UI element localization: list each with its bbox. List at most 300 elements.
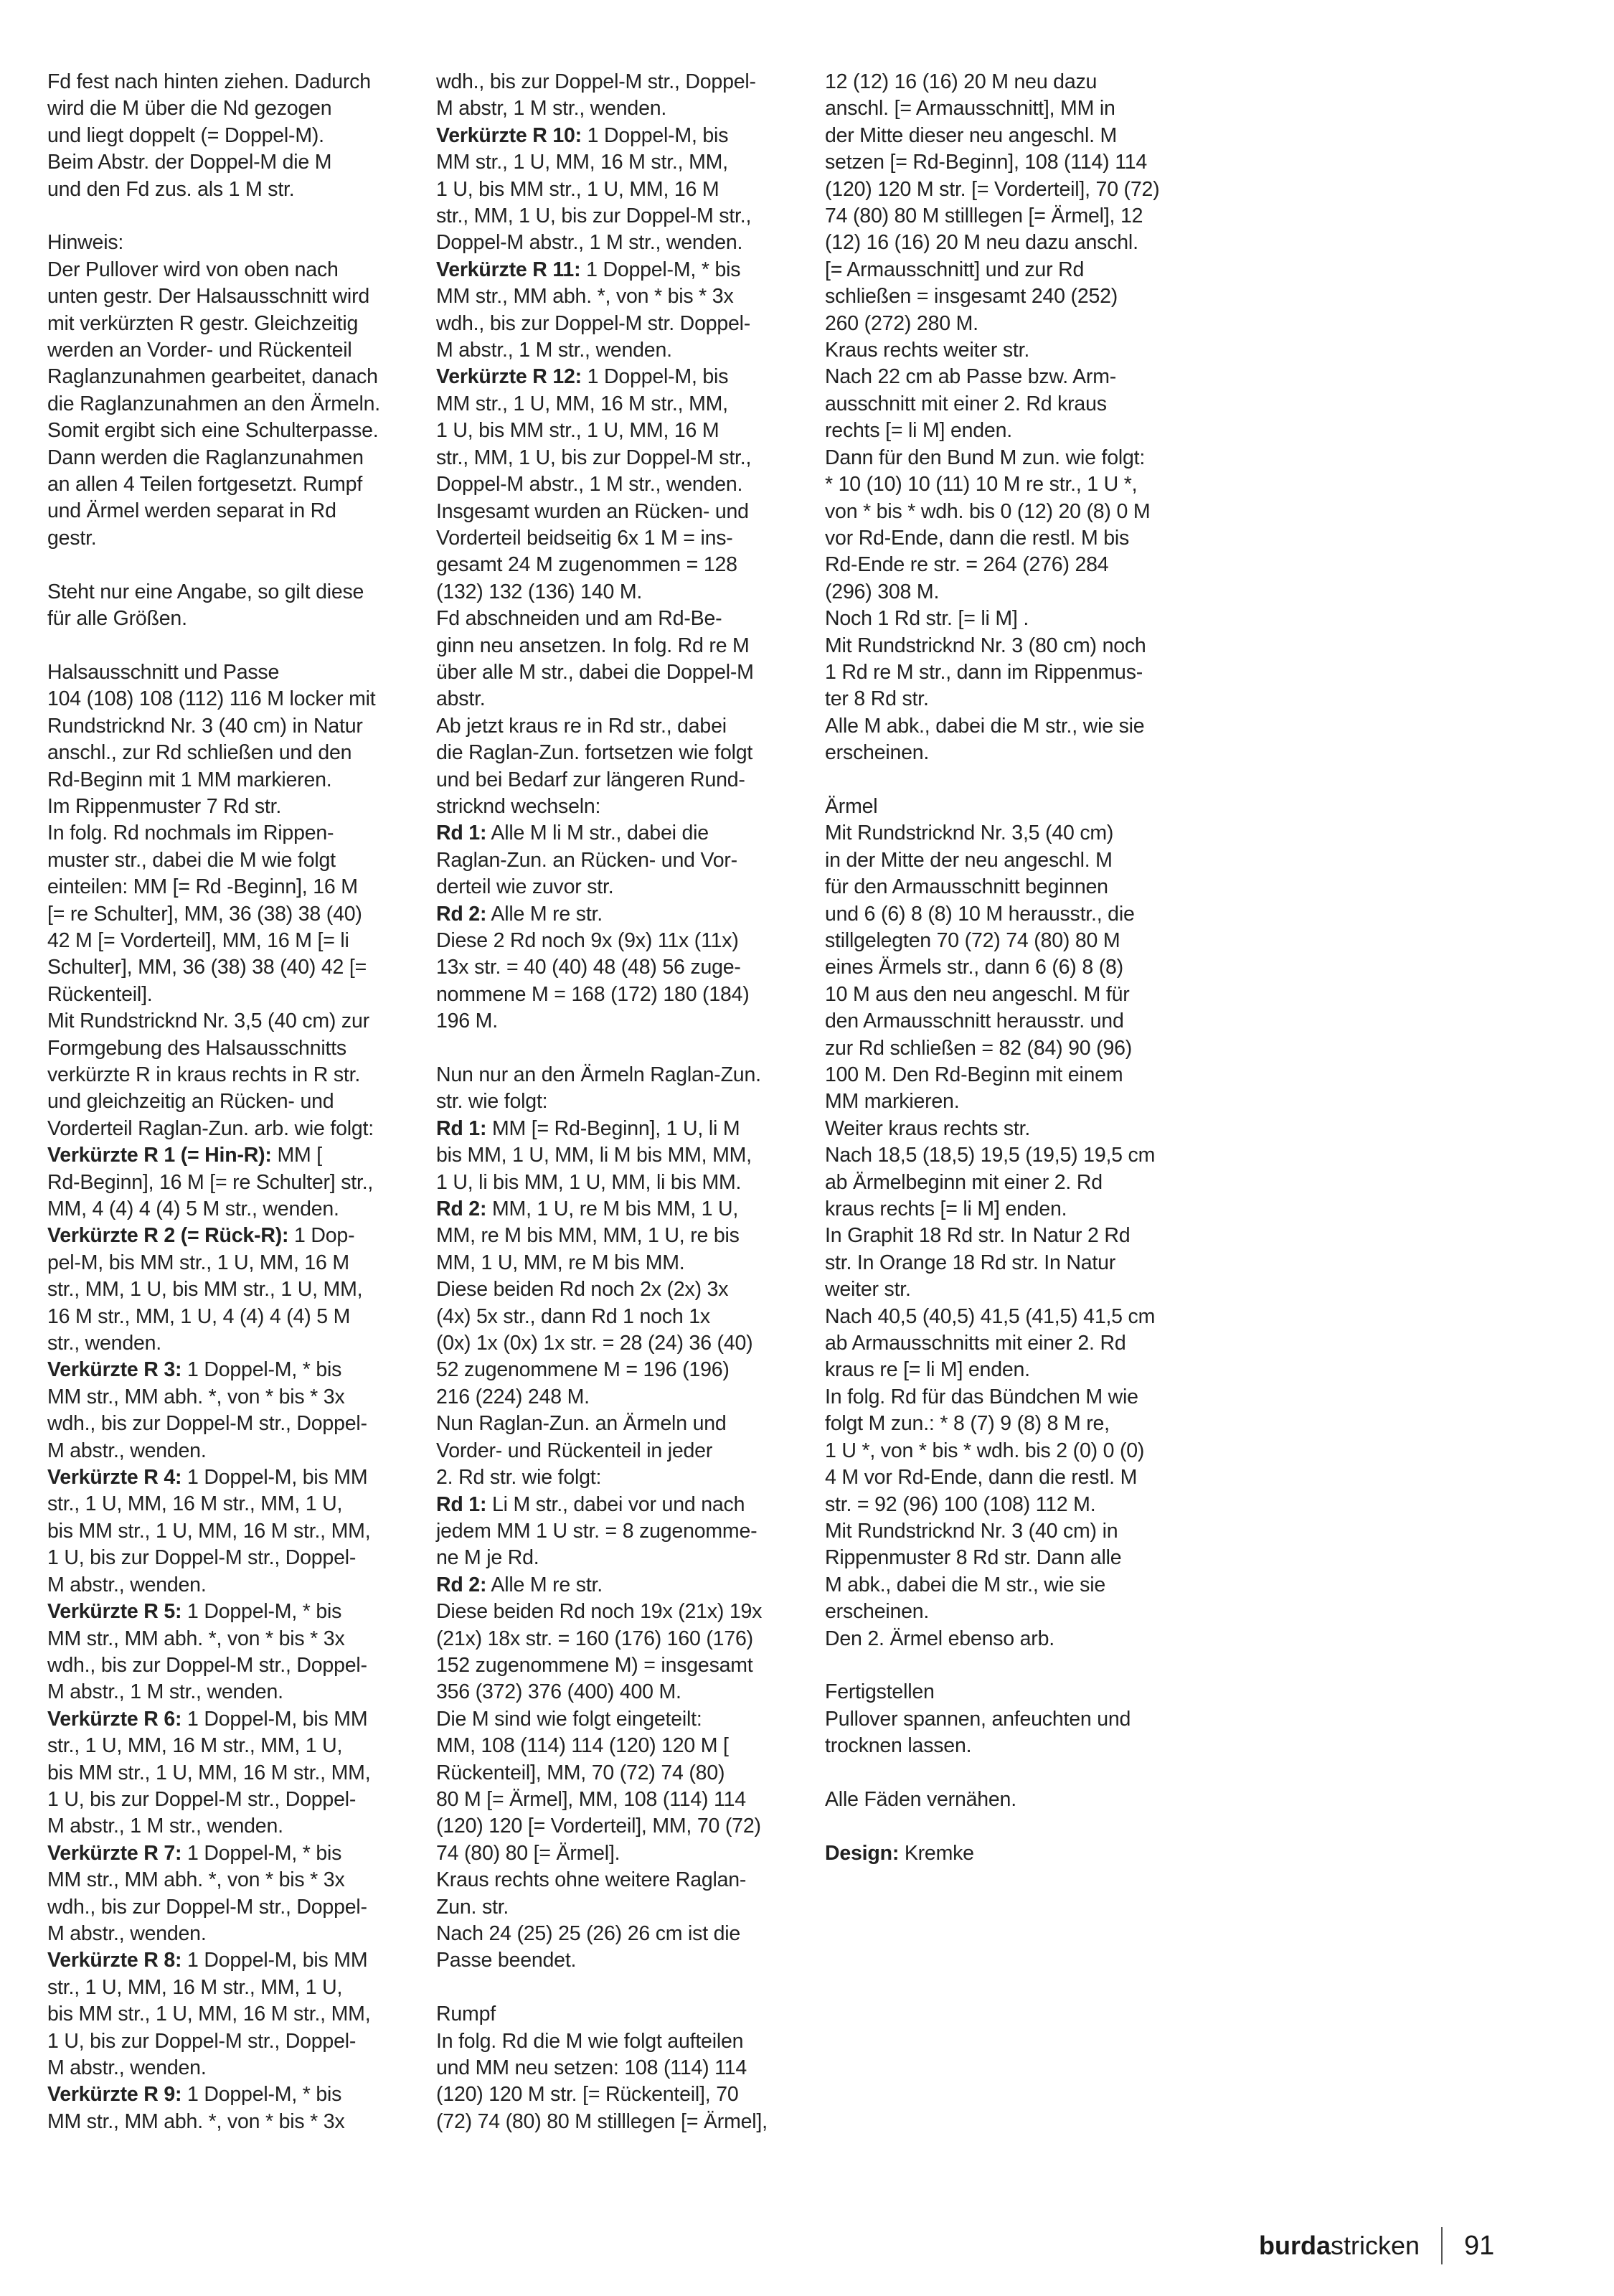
text-line — [436, 471, 795, 498]
text-line — [47, 1384, 406, 1411]
text-run: die Raglanzunahmen an den Ärmeln. — [47, 392, 380, 415]
text-line — [47, 2055, 406, 2081]
text-line — [436, 1599, 795, 1625]
text-line — [47, 525, 406, 552]
text-run: Rückenteil]. — [47, 982, 153, 1006]
text-line — [825, 95, 1184, 122]
text-run: M abstr., 1 M str., wenden. — [47, 1815, 283, 1838]
text-line — [825, 740, 1184, 766]
text-run: 1 U, li bis MM, 1 U, MM, li bis MM. — [436, 1170, 742, 1194]
text-run: Rückenteil], MM, 70 (72) 74 (80) — [436, 1761, 725, 1784]
text-line — [47, 1679, 406, 1705]
text-line — [436, 149, 795, 176]
text-run: Fd abschneiden und am Rd-Be- — [436, 607, 722, 631]
text-line — [436, 177, 795, 203]
text-run: In Graphit 18 Rd str. In Natur 2 Rd — [825, 1224, 1131, 1248]
text-line — [825, 1545, 1184, 1571]
text-line — [436, 2055, 795, 2081]
text-line — [47, 257, 406, 283]
text-run: 10 M aus den neu angeschl. M für — [825, 982, 1130, 1006]
text-run: Weiter kraus rechts str. — [825, 1116, 1031, 1140]
text-run: 152 zugenommene M) = insgesamt — [436, 1653, 753, 1677]
text-line — [47, 982, 406, 1008]
text-line — [436, 820, 795, 847]
text-run: 1 Doppel-M, * bis — [181, 1841, 342, 1865]
text-run: M abstr., 1 M str., wenden. — [436, 339, 672, 362]
text-line — [825, 1330, 1184, 1357]
text-run: ne M je Rd. — [436, 1546, 539, 1570]
text-run: str. In Orange 18 Rd str. In Natur — [825, 1251, 1116, 1274]
text-run: M abstr., 1 M str., wenden. — [47, 1680, 283, 1704]
text-line — [47, 471, 406, 498]
text-line — [436, 1867, 795, 1893]
text-line — [47, 2081, 406, 2108]
text-run: schließen = insgesamt 240 (252) — [825, 285, 1118, 309]
text-run: [= re Schulter], MM, 36 (38) 38 (40) — [47, 902, 362, 926]
text-line — [436, 1733, 795, 1759]
text-line — [825, 954, 1184, 981]
text-line — [825, 874, 1184, 900]
text-run: Steht nur eine Angabe, so gilt diese — [47, 580, 364, 603]
text-line — [47, 283, 406, 310]
inline-label: Rd 2: — [436, 1573, 487, 1596]
text-run: folgt M zun.: * 8 (7) 9 (8) 8 M re, — [825, 1412, 1110, 1436]
text-line — [436, 1787, 795, 1813]
text-run: Diese beiden Rd noch 2x (2x) 3x — [436, 1278, 729, 1302]
text-line — [47, 1088, 406, 1115]
text-column-3 — [825, 69, 1184, 1867]
text-run: einteilen: MM [= Rd -Beginn], 16 M — [47, 875, 358, 899]
text-run: und den Fd zus. als 1 M str. — [47, 177, 295, 201]
text-line — [825, 1088, 1184, 1115]
text-run: Den 2. Ärmel ebenso arb. — [825, 1627, 1054, 1650]
text-line — [47, 794, 406, 820]
text-run: MM, 4 (4) 4 (4) 5 M str., wenden. — [47, 1198, 339, 1221]
text-run: M abk., dabei die M str., wie sie — [825, 1573, 1105, 1596]
text-line — [825, 767, 1184, 794]
text-run: str., MM, 1 U, bis zur Doppel-M str., — [436, 204, 752, 228]
text-run: M abstr., wenden. — [47, 1439, 207, 1462]
text-run: (120) 120 M str. [= Rückenteil], 70 — [436, 2083, 739, 2107]
text-line — [47, 1062, 406, 1088]
text-run: in der Mitte der neu angeschl. M — [825, 848, 1113, 872]
text-run: 1 U, bis zur Doppel-M str., Doppel- — [47, 2029, 357, 2053]
text-line — [47, 1250, 406, 1276]
text-run: weiter str. — [825, 1278, 911, 1302]
text-run: In folg. Rd für das Bündchen M wie — [825, 1385, 1138, 1408]
text-run: anschl., zur Rd schließen und den — [47, 741, 352, 765]
text-line — [47, 123, 406, 149]
text-run: MM str., MM abh. *, von * bis * 3x — [47, 1385, 345, 1408]
text-line — [47, 1840, 406, 1867]
text-run: setzen [= Rd-Beginn], 108 (114) 114 — [825, 151, 1148, 174]
text-line — [436, 337, 795, 364]
magazine-brand — [1259, 2231, 1420, 2261]
text-run: Rd-Beginn mit 1 MM markieren. — [47, 768, 332, 791]
text-run: kraus rechts [= li M] enden. — [825, 1198, 1067, 1221]
text-run: eines Ärmels str., dann 6 (6) 8 (8) — [825, 956, 1123, 979]
brand-bold: burda — [1259, 2231, 1331, 2260]
text-run: Kraus rechts weiter str. — [825, 339, 1030, 362]
text-line — [825, 471, 1184, 498]
text-run: 1 Doppel-M, * bis — [181, 1600, 342, 1624]
text-run: Fertigstellen — [825, 1680, 935, 1704]
text-line — [825, 525, 1184, 552]
text-run: 13x str. = 40 (40) 48 (48) 56 zuge- — [436, 956, 741, 979]
text-run: Beim Abstr. der Doppel-M die M — [47, 151, 332, 174]
text-column-1 — [47, 69, 406, 2135]
text-run: 1 U, bis zur Doppel-M str., Doppel- — [47, 1546, 357, 1570]
text-run: (296) 308 M. — [825, 580, 940, 603]
text-line — [825, 633, 1184, 659]
text-line — [47, 1330, 406, 1357]
text-line — [436, 69, 795, 95]
text-line — [436, 1170, 795, 1196]
text-run: zur Rd schließen = 82 (84) 90 (96) — [825, 1036, 1133, 1060]
text-line — [825, 499, 1184, 525]
text-line — [825, 123, 1184, 149]
text-run: Nun Raglan-Zun. an Ärmeln und — [436, 1412, 727, 1436]
text-run: pel-M, bis MM str., 1 U, MM, 16 M — [47, 1251, 349, 1274]
text-run: str., MM, 1 U, bis zur Doppel-M str., — [436, 446, 752, 469]
text-run: 1 Doppel-M, * bis — [181, 1358, 342, 1382]
text-line — [436, 1518, 795, 1545]
text-run: stricknd wechseln: — [436, 794, 601, 818]
text-run: MM, 108 (114) 114 (120) 120 M [ — [436, 1734, 729, 1758]
inline-label: Design: — [825, 1841, 900, 1865]
text-run: Pullover spannen, anfeuchten und — [825, 1707, 1131, 1731]
text-line — [47, 874, 406, 900]
text-run: (4x) 5x str., dann Rd 1 noch 1x — [436, 1304, 710, 1328]
text-run: Diese beiden Rd noch 19x (21x) 19x — [436, 1600, 763, 1624]
text-run: Nach 40,5 (40,5) 41,5 (41,5) 41,5 cm — [825, 1304, 1156, 1328]
text-line — [47, 1572, 406, 1599]
text-line — [436, 1357, 795, 1383]
text-run: M abstr., wenden. — [47, 1573, 207, 1596]
text-run: Kremke — [899, 1841, 974, 1865]
text-line — [825, 1492, 1184, 1518]
text-run: Rumpf — [436, 2003, 496, 2026]
text-run: und 6 (6) 8 (8) 10 M herausstr., die — [825, 902, 1135, 926]
text-run: ter 8 Rd str. — [825, 687, 929, 711]
text-line — [825, 311, 1184, 337]
text-line — [436, 525, 795, 552]
text-run: erscheinen. — [825, 741, 930, 765]
text-run: (72) 74 (80) 80 M stilllegen [= Ärmel], — [436, 2109, 768, 2133]
text-run: Rd-Ende re str. = 264 (276) 284 — [825, 553, 1109, 577]
text-line — [825, 928, 1184, 954]
text-line — [436, 1411, 795, 1437]
text-line — [47, 552, 406, 578]
text-line — [825, 982, 1184, 1008]
text-line — [825, 69, 1184, 95]
text-run: 12 (12) 16 (16) 20 M neu dazu — [825, 70, 1098, 93]
text-line — [825, 579, 1184, 606]
text-line — [47, 1357, 406, 1383]
text-line — [436, 1813, 795, 1840]
text-run: MM, 1 U, re M bis MM, 1 U, — [486, 1198, 739, 1221]
text-run: Der Pullover wird von oben nach — [47, 258, 339, 281]
text-line — [436, 1223, 795, 1249]
text-line — [47, 767, 406, 794]
text-line — [436, 1276, 795, 1303]
text-run: 1 U, bis MM str., 1 U, MM, 16 M — [436, 419, 719, 443]
text-run: erscheinen. — [825, 1600, 930, 1624]
text-line — [47, 1116, 406, 1142]
text-line — [436, 1975, 795, 2001]
text-run: 100 M. Den Rd-Beginn mit einem — [825, 1063, 1123, 1087]
text-run: * 10 (10) 10 (11) 10 M re str., 1 U *, — [825, 473, 1138, 497]
text-line — [436, 633, 795, 659]
text-line — [47, 579, 406, 606]
inline-label: Rd 1: — [436, 1116, 487, 1140]
text-run: M abstr, 1 M str., wenden. — [436, 97, 667, 121]
text-line — [825, 1706, 1184, 1733]
text-run: Formgebung des Halsausschnitts — [47, 1036, 346, 1060]
text-line — [436, 283, 795, 310]
text-line — [825, 1250, 1184, 1276]
text-line — [825, 1760, 1184, 1787]
text-line — [436, 1706, 795, 1733]
text-line — [436, 1035, 795, 1062]
text-run: Zun. str. — [436, 1895, 509, 1919]
text-line — [47, 633, 406, 659]
text-line — [47, 445, 406, 471]
text-line — [47, 1626, 406, 1652]
text-line — [436, 1304, 795, 1330]
text-line — [47, 311, 406, 337]
inline-label: Verkürzte R 5: — [47, 1600, 182, 1624]
inline-label: Verkürzte R 2 (= Rück-R): — [47, 1224, 289, 1248]
text-line — [825, 1035, 1184, 1062]
text-run: 1 Dop- — [288, 1224, 355, 1248]
text-line — [825, 794, 1184, 820]
text-run: Halsausschnitt und Passe — [47, 660, 280, 684]
text-line — [47, 1813, 406, 1840]
text-run: und gleichzeitig an Rücken- und — [47, 1090, 334, 1114]
text-run: 1 Doppel-M, bis — [581, 123, 729, 147]
text-run: vor Rd-Ende, dann die restl. M bis — [825, 526, 1130, 550]
text-run: Mit Rundstricknd Nr. 3,5 (40 cm) zur — [47, 1010, 369, 1033]
text-line — [436, 1679, 795, 1705]
text-line — [825, 1304, 1184, 1330]
text-run: str., MM, 1 U, bis MM str., 1 U, MM, — [47, 1278, 363, 1302]
text-line — [825, 552, 1184, 578]
text-line — [47, 95, 406, 122]
text-line — [47, 954, 406, 981]
text-run: M abstr., wenden. — [47, 2056, 207, 2080]
text-line — [47, 1008, 406, 1035]
text-line — [47, 1947, 406, 1974]
text-run: 80 M [= Ärmel], MM, 108 (114) 114 — [436, 1787, 746, 1811]
text-run: Vorderteil beidseitig 6x 1 M = ins- — [436, 526, 733, 550]
text-run: (120) 120 [= Vorderteil], MM, 70 (72) — [436, 1815, 761, 1838]
text-run: ab Ärmelbeginn mit einer 2. Rd — [825, 1170, 1103, 1194]
text-run: str., 1 U, MM, 16 M str., MM, 1 U, — [47, 1492, 343, 1516]
text-line — [436, 874, 795, 900]
text-line — [47, 177, 406, 203]
text-run: In folg. Rd nochmals im Rippen- — [47, 822, 334, 845]
text-run: Doppel-M abstr., 1 M str., wenden. — [436, 473, 743, 497]
text-run: (132) 132 (136) 140 M. — [436, 580, 643, 603]
text-run: jedem MM 1 U str. = 8 zugenomme- — [436, 1519, 758, 1543]
text-line — [825, 1464, 1184, 1491]
footer-divider — [1441, 2227, 1443, 2264]
text-line — [47, 713, 406, 740]
text-line — [47, 1464, 406, 1491]
text-run: wdh., bis zur Doppel-M str. Doppel- — [436, 311, 751, 335]
text-line — [436, 203, 795, 230]
text-run: 42 M [= Vorderteil], MM, 16 M [= li — [47, 928, 349, 952]
text-line — [436, 954, 795, 981]
text-line — [825, 1733, 1184, 1759]
text-run: an allen 4 Teilen fortgesetzt. Rumpf — [47, 473, 363, 497]
text-line — [825, 177, 1184, 203]
inline-label: Rd 2: — [436, 1198, 487, 1221]
inline-label: Verkürzte R 9: — [47, 2083, 182, 2107]
text-line — [825, 1116, 1184, 1142]
text-line — [47, 418, 406, 444]
text-line — [825, 203, 1184, 230]
text-line — [825, 1223, 1184, 1249]
inline-label: Verkürzte R 8: — [47, 1949, 182, 1972]
text-line — [47, 364, 406, 390]
text-run: MM [ — [271, 1144, 322, 1167]
text-run: 1 Doppel-M, bis — [581, 365, 729, 389]
text-run: gestr. — [47, 526, 97, 550]
brand-regular: stricken — [1331, 2231, 1420, 2260]
text-line — [436, 982, 795, 1008]
text-run: Ab jetzt kraus re in Rd str., dabei — [436, 714, 727, 738]
text-run: Fd fest nach hinten ziehen. Dadurch — [47, 70, 371, 93]
text-line — [47, 901, 406, 928]
text-line — [825, 1196, 1184, 1223]
text-run: und liegt doppelt (= Doppel-M). — [47, 123, 324, 147]
text-line — [436, 847, 795, 874]
text-line — [47, 498, 406, 524]
text-line — [47, 659, 406, 686]
text-line — [47, 69, 406, 95]
text-run: Alle M re str. — [486, 1573, 603, 1596]
text-line — [825, 1411, 1184, 1437]
text-run: 1 Rd re M str., dann im Rippenmus- — [825, 660, 1143, 684]
text-run: 260 (272) 280 M. — [825, 311, 978, 335]
text-run: Alle Fäden vernähen. — [825, 1787, 1016, 1811]
text-line — [47, 1760, 406, 1787]
text-run: str., 1 U, MM, 16 M str., MM, 1 U, — [47, 1734, 343, 1758]
text-run: der Mitte dieser neu angeschl. M — [825, 123, 1118, 147]
text-line — [436, 740, 795, 766]
text-line — [47, 1706, 406, 1733]
text-line — [825, 1142, 1184, 1169]
text-run: 1 U, bis zur Doppel-M str., Doppel- — [47, 1787, 357, 1811]
text-run: MM str., 1 U, MM, 16 M str., MM, — [436, 392, 728, 415]
text-run: werden an Vorder- und Rückenteil — [47, 339, 352, 362]
text-run: Ärmel — [825, 794, 878, 818]
inline-label: Verkürzte R 12: — [436, 365, 582, 389]
text-run: für den Armausschnitt beginnen — [825, 875, 1108, 899]
text-line — [825, 283, 1184, 310]
text-run: Die M sind wie folgt eingeteilt: — [436, 1707, 702, 1731]
text-line — [47, 2109, 406, 2135]
text-line — [825, 1572, 1184, 1599]
text-run: 1 U *, von * bis * wdh. bis 2 (0) 0 (0) — [825, 1439, 1145, 1462]
text-run: 74 (80) 80 M stilllegen [= Ärmel], 12 — [825, 204, 1143, 228]
text-run: MM, 1 U, MM, re M bis MM. — [436, 1251, 685, 1274]
text-line — [825, 659, 1184, 686]
text-run: Li M str., dabei vor und nach — [486, 1492, 745, 1516]
text-line — [436, 1330, 795, 1357]
text-line — [436, 794, 795, 820]
text-run: Alle M re str. — [486, 902, 603, 926]
text-run: die Raglan-Zun. fortsetzen wie folgt — [436, 741, 753, 765]
text-run: Nach 18,5 (18,5) 19,5 (19,5) 19,5 cm — [825, 1144, 1156, 1167]
text-line — [436, 1250, 795, 1276]
text-run: MM str., MM abh. *, von * bis * 3x — [47, 1627, 345, 1650]
text-run: ab Armausschnitts mit einer 2. Rd — [825, 1332, 1126, 1355]
text-line — [47, 1438, 406, 1464]
text-line — [436, 1894, 795, 1921]
text-line — [47, 1223, 406, 1249]
text-line — [47, 1276, 406, 1303]
text-run: Rippenmuster 8 Rd str. Dann alle — [825, 1546, 1122, 1570]
text-line — [47, 686, 406, 712]
inline-label: Verkürzte R 10: — [436, 123, 582, 147]
text-run: (21x) 18x str. = 160 (176) 160 (176) — [436, 1627, 753, 1650]
text-run: 216 (224) 248 M. — [436, 1385, 590, 1408]
text-line — [825, 1626, 1184, 1652]
text-line — [436, 95, 795, 122]
text-run: abstr. — [436, 687, 486, 711]
text-run: nommene M = 168 (172) 180 (184) — [436, 982, 750, 1006]
text-line — [436, 1088, 795, 1115]
text-column-2 — [436, 69, 795, 2135]
text-line — [47, 1545, 406, 1571]
text-line — [825, 713, 1184, 740]
text-line — [436, 606, 795, 632]
text-run: derteil wie zuvor str. — [436, 875, 614, 899]
text-run: Mit Rundstricknd Nr. 3,5 (40 cm) — [825, 822, 1114, 845]
text-line — [436, 230, 795, 256]
text-run: 1 Doppel-M, bis MM — [181, 1707, 368, 1731]
text-line — [825, 901, 1184, 928]
text-run: str., 1 U, MM, 16 M str., MM, 1 U, — [47, 1975, 343, 1999]
text-line — [47, 1787, 406, 1813]
text-run: In folg. Rd die M wie folgt aufteilen — [436, 2029, 744, 2053]
text-run: Hinweis: — [47, 231, 124, 255]
text-run: Raglan-Zun. an Rücken- und Vor- — [436, 848, 737, 872]
text-line — [825, 1062, 1184, 1088]
text-line — [825, 418, 1184, 444]
text-run: Somit ergibt sich eine Schulterpasse. — [47, 419, 379, 443]
text-line — [825, 149, 1184, 176]
text-line — [825, 364, 1184, 390]
text-line — [47, 820, 406, 847]
text-line — [47, 203, 406, 230]
text-line — [436, 391, 795, 418]
text-line — [47, 1733, 406, 1759]
text-run: wdh., bis zur Doppel-M str., Doppel- — [47, 1895, 367, 1919]
text-run: 52 zugenommene M = 196 (196) — [436, 1358, 730, 1382]
text-run: MM, re M bis MM, MM, 1 U, re bis — [436, 1224, 740, 1248]
text-line — [47, 1518, 406, 1545]
text-line — [47, 1867, 406, 1893]
text-line — [825, 820, 1184, 847]
text-run: bis MM str., 1 U, MM, 16 M str., MM, — [47, 2003, 371, 2026]
text-run: ginn neu ansetzen. In folg. Rd re M — [436, 634, 750, 657]
text-line — [825, 1384, 1184, 1411]
text-line — [436, 418, 795, 444]
